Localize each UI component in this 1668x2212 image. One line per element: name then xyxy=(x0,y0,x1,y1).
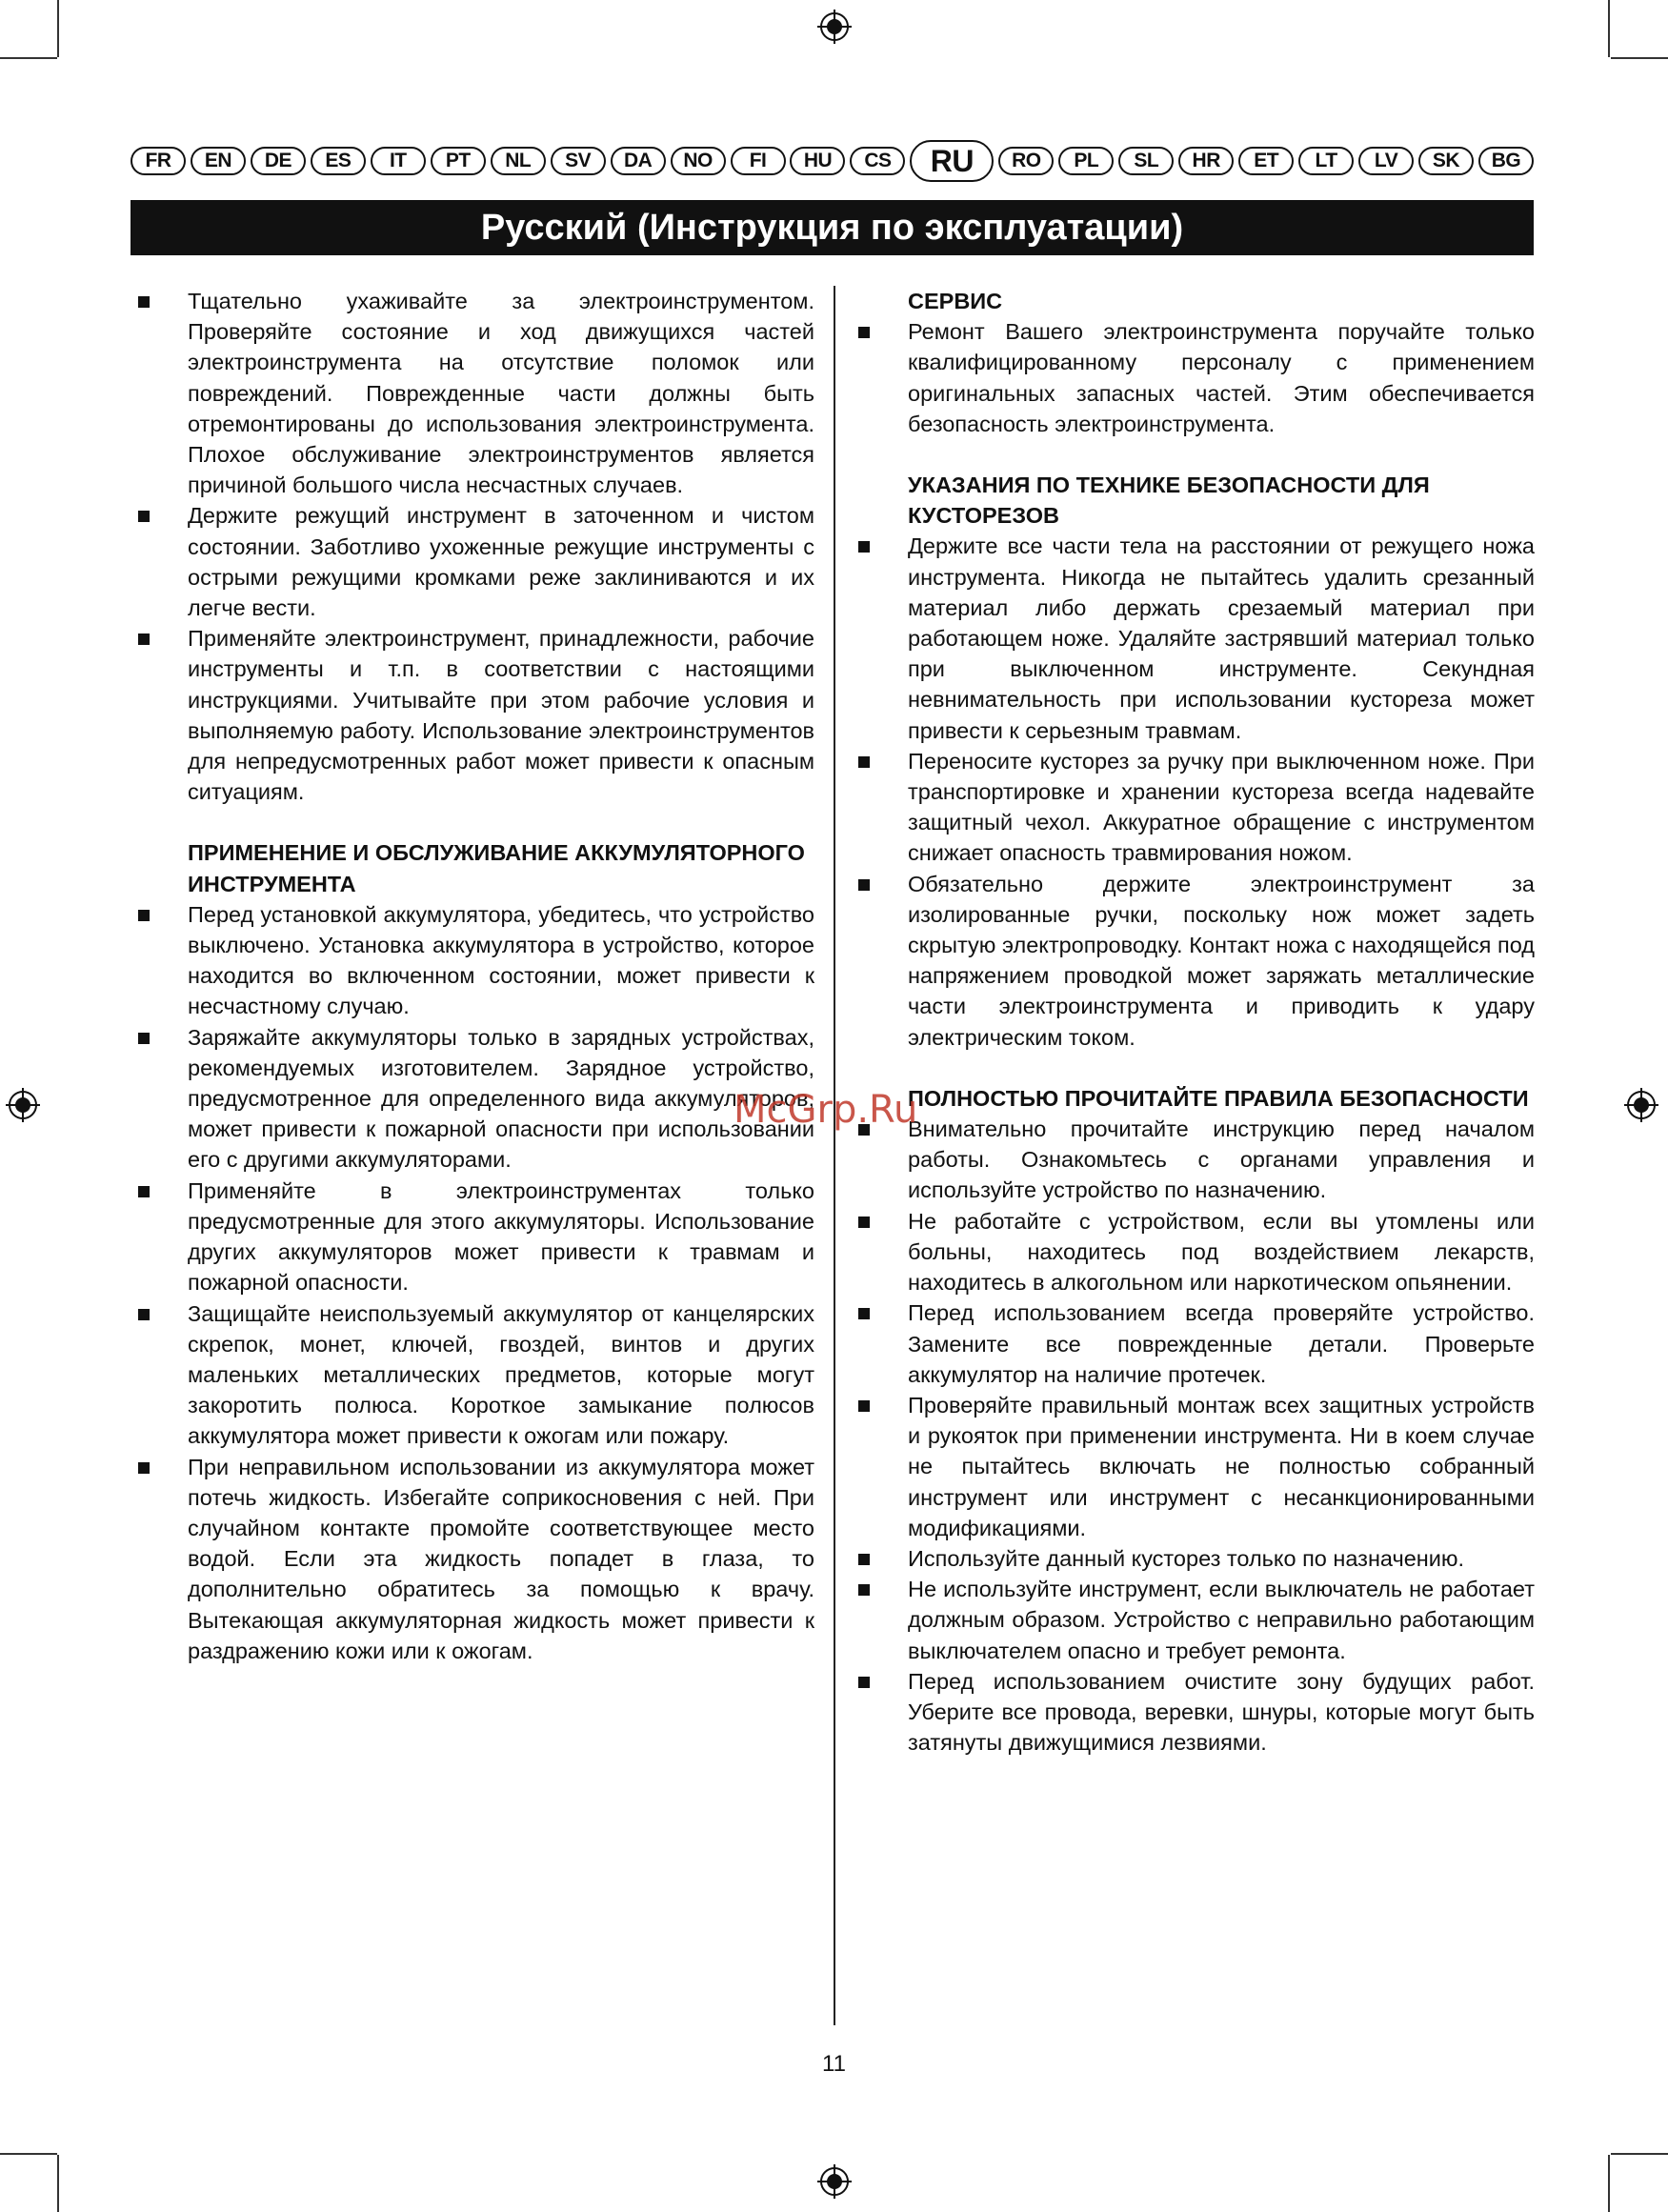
bullet-text: Проверяйте правильный монтаж всех защитных устройств и рукояток при применении инструмента. Ни в коем случае не пытайтесь включать не полностью собранный инструмент или инструмент с несанкционированными модификациями. xyxy=(908,1392,1535,1540)
bullet-text: Используйте данный кусторез только по назначению. xyxy=(908,1545,1465,1571)
bullet-text: Не работайте с устройством, если вы утомлены или больны, находитесь под воздействием лекарств, находитесь в алкогольном или наркотическом опьянении. xyxy=(908,1208,1535,1296)
square-bullet-icon xyxy=(858,1400,870,1412)
bullet-text: Заряжайте аккумуляторы только в зарядных устройствах, рекомендуемых изготовителем. Зарядное устройство, предусмотренное для определенного вида аккумуляторов, может привести к пожарной опасности при использовании его с другими аккумуляторами. xyxy=(188,1024,814,1173)
bullet-text: Ремонт Вашего электроинструмента поручайте только квалифицированному персоналу с применением оригинальных запасных частей. Этим обеспечивается безопасность электроинструмента. xyxy=(908,319,1535,436)
section-spacer xyxy=(131,807,814,837)
lang-ro: RO xyxy=(998,147,1054,175)
bullet-text: Перед использованием всегда проверяйте устройство. Замените все поврежденные детали. Проверьте аккумулятор на наличие протечек. xyxy=(908,1300,1535,1387)
bullet-text: Не используйте инструмент, если выключатель не работает должным образом. Устройство с неправильно работающим выключателем опасно и требует ремонта. xyxy=(908,1577,1535,1663)
lang-pl: PL xyxy=(1058,147,1114,175)
bullet-item xyxy=(131,899,814,1022)
square-bullet-icon xyxy=(138,1033,150,1044)
lang-fr: FR xyxy=(131,147,186,175)
bullet-text: Перед использованием очистите зону будущих работ. Уберите все провода, веревки, шнуры, которые могут быть затянуты движущимися лезвиями. xyxy=(908,1668,1535,1756)
section-heading: УКАЗАНИЯ ПО ТЕХНИКЕ БЕЗОПАСНОСТИ ДЛЯ КУСТОРЕЗОВ xyxy=(908,473,1430,529)
lang-es: ES xyxy=(311,147,366,175)
square-bullet-icon xyxy=(858,327,870,338)
lang-it: IT xyxy=(371,147,426,175)
lang-en: EN xyxy=(191,147,246,175)
bullet-text: Тщательно ухаживайте за электроинструментом. Проверяйте состояние и ход движущихся частей электроинструмента на отсутствие поломок или повреждений. Поврежденные части должны быть отремонтированы до использования электроинструмента. Плохое обслуживание электроинструментов является причиной большого числа несчастных случаев. xyxy=(188,289,814,498)
bullet-item xyxy=(851,1390,1535,1543)
bullet-item xyxy=(851,1666,1535,1759)
bullet-text: Перед установкой аккумулятора, убедитесь, что устройство выключено. Установка аккумулятора в устройство, которое находится во включенном состоянии, может привести к несчастному случаю. xyxy=(188,901,814,1019)
bullet-item xyxy=(851,1574,1535,1666)
page-number: 11 xyxy=(822,2051,846,2077)
section-heading: ПОЛНОСТЬЮ ПРОЧИТАЙТЕ ПРАВИЛА БЕЗОПАСНОСТИ xyxy=(908,1085,1529,1111)
square-bullet-icon xyxy=(138,633,150,645)
lang-bg: BG xyxy=(1478,147,1534,175)
square-bullet-icon xyxy=(138,1186,150,1197)
lang-et: ET xyxy=(1238,147,1294,175)
bullet-item xyxy=(131,1022,814,1176)
crop-mark xyxy=(57,2155,59,2212)
bullet-item xyxy=(131,1452,814,1666)
bullet-item xyxy=(851,869,1535,1053)
crop-mark xyxy=(1608,0,1610,57)
watermark: McGrp.Ru xyxy=(734,1088,918,1132)
bullet-item xyxy=(851,746,1535,869)
left-column xyxy=(131,286,814,1666)
lang-ru: RU xyxy=(910,140,994,182)
square-bullet-icon xyxy=(858,879,870,891)
square-bullet-icon xyxy=(138,910,150,921)
bullet-text: Внимательно прочитайте инструкцию перед началом работы. Ознакомьтесь с органами управления и используйте устройство по назначению. xyxy=(908,1116,1535,1203)
section-heading: ПРИМЕНЕНИЕ И ОБСЛУЖИВАНИЕ АККУМУЛЯТОРНОГО ИНСТРУМЕНТА xyxy=(188,840,805,896)
lang-lv: LV xyxy=(1358,147,1414,175)
bullet-item xyxy=(851,531,1535,745)
lang-cs: CS xyxy=(850,147,905,175)
crop-mark xyxy=(1611,2153,1668,2155)
lang-nl: NL xyxy=(491,147,546,175)
bullet-item xyxy=(851,1543,1535,1574)
column-divider xyxy=(834,286,835,2025)
section-spacer xyxy=(851,1053,1535,1083)
bullet-item xyxy=(131,623,814,807)
lang-sk: SK xyxy=(1418,147,1474,175)
bullet-text: Держите режущий инструмент в заточенном и чистом состоянии. Заботливо ухоженные режущие инструменты с острыми режущими кромками реже заклиниваются и их легче вести. xyxy=(188,503,814,621)
bullet-item xyxy=(851,1114,1535,1206)
crop-mark xyxy=(0,2153,57,2155)
lang-no: NO xyxy=(671,147,726,175)
bullet-text: Держите все части тела на расстоянии от режущего ножа инструмента. Никогда не пытайтесь удалить срезанный материал либо держать срезаемый материал при работающем ноже. Удаляйте застрявший материал только при выключенном инструменте. Секундная невнимательность при использовании кустореза может привести к серьезным травмам. xyxy=(908,533,1535,743)
lang-pt: PT xyxy=(431,147,486,175)
lang-hu: HU xyxy=(790,147,845,175)
square-bullet-icon xyxy=(138,1309,150,1320)
registration-mark-left-icon xyxy=(6,1088,40,1122)
section-spacer xyxy=(851,439,1535,470)
bullet-item xyxy=(851,1297,1535,1390)
lang-sv: SV xyxy=(551,147,606,175)
lang-da: DA xyxy=(611,147,666,175)
square-bullet-icon xyxy=(858,1584,870,1596)
square-bullet-icon xyxy=(858,1308,870,1319)
right-column xyxy=(851,286,1535,1758)
crop-mark xyxy=(0,57,57,59)
square-bullet-icon xyxy=(858,1554,870,1565)
registration-mark-top-icon xyxy=(817,10,852,44)
bullet-item xyxy=(131,1176,814,1298)
bullet-text: Применяйте в электроинструментах только предусмотренные для этого аккумуляторы. Использование других аккумуляторов может привести к травмам и пожарной опасности. xyxy=(188,1177,814,1296)
bullet-item xyxy=(131,500,814,623)
crop-mark xyxy=(57,0,59,57)
bullet-item xyxy=(131,286,814,500)
section-heading: СЕРВИС xyxy=(908,289,1003,313)
square-bullet-icon xyxy=(138,511,150,522)
registration-mark-bottom-icon xyxy=(817,2164,852,2199)
language-bar xyxy=(131,139,1534,183)
square-bullet-icon xyxy=(138,1462,150,1474)
bullet-item xyxy=(131,1298,814,1452)
lang-hr: HR xyxy=(1178,147,1234,175)
square-bullet-icon xyxy=(858,1217,870,1228)
registration-mark-right-icon xyxy=(1624,1088,1658,1122)
square-bullet-icon xyxy=(858,1677,870,1688)
bullet-text: При неправильном использовании из аккумулятора может потечь жидкость. Избегайте соприкосновения с ней. При случайном контакте промойте соответствующее место водой. Если эта жидкость попадет в глаза, то дополнительно обратитесь за помощью к врачу. Вытекающая аккумуляторная жидкость может привести к раздражению кожи или к ожогам. xyxy=(188,1454,814,1663)
lang-de: DE xyxy=(251,147,306,175)
lang-lt: LT xyxy=(1298,147,1354,175)
square-bullet-icon xyxy=(858,756,870,768)
lang-fi: FI xyxy=(731,147,786,175)
page-title: Русский (Инструкция по эксплуатации) xyxy=(131,200,1534,255)
crop-mark xyxy=(1608,2155,1610,2212)
bullet-text: Применяйте электроинструмент, принадлежности, рабочие инструменты и т.п. в соответствии с настоящими инструкциями. Учитывайте при этом рабочие условия и выполняемую работу. Использование электроинструментов для непредусмотренных работ может привести к опасным ситуациям. xyxy=(188,626,814,805)
square-bullet-icon xyxy=(858,541,870,553)
crop-mark xyxy=(1611,57,1668,59)
square-bullet-icon xyxy=(138,296,150,308)
bullet-item xyxy=(851,1206,1535,1298)
bullet-text: Переносите кусторез за ручку при выключенном ноже. При транспортировке и хранении кустореза всегда надевайте защитный чехол. Аккуратное обращение с инструментом снижает опасность травмирования ножом. xyxy=(908,748,1535,866)
bullet-text: Обязательно держите электроинструмент за изолированные ручки, поскольку нож может задеть скрытую электропроводку. Контакт ножа с находящейся под напряжением проводкой может заряжать металлические части электроинструмента и приводить к удару электрическим током. xyxy=(908,871,1535,1050)
bullet-item xyxy=(851,316,1535,439)
lang-sl: SL xyxy=(1118,147,1174,175)
bullet-text: Защищайте неиспользуемый аккумулятор от канцелярских скрепок, монет, ключей, гвоздей, винтов и других маленьких металлических предметов, которые могут закоротить полюса. Короткое замыкание полюсов аккумулятора может привести к ожогам или пожару. xyxy=(188,1300,814,1449)
